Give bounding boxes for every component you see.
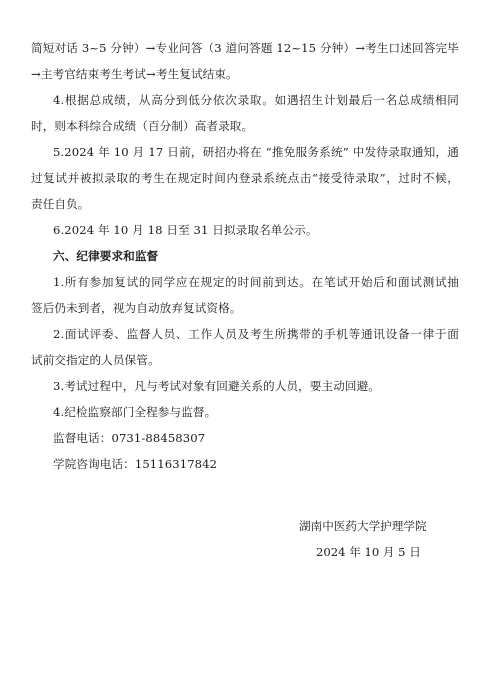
section-heading: 六、纪律要求和监督 — [53, 249, 159, 263]
body-line-1: 简短对话 3~5 分钟）→专业问答（3 道问答题 12~15 分钟）→考生口述回答完毕 — [31, 41, 459, 55]
body-line-6: 过复试并被拟录取的考生在规定时间内登录系统点击“接受待录取”，过时不候， — [31, 171, 459, 185]
body-line-10: 1.所有参加复试的同学应在规定的时间前到达。在笔试开始后和面试测试抽 — [53, 275, 459, 289]
college-consult-phone: 学院咨询电话：15116317842 — [53, 457, 218, 471]
body-line-7: 责任自负。 — [31, 197, 90, 211]
body-line-8: 6.2024 年 10 月 18 日至 31 日拟录取名单公示。 — [53, 223, 318, 237]
supervision-phone: 监督电话：0731-88458307 — [53, 431, 206, 445]
body-line-5: 5.2024 年 10 月 17 日前，研招办将在 “推免服务系统” 中发待录取通知，通 — [53, 145, 459, 159]
body-line-13: 试前交指定的人员保管。 — [31, 353, 160, 367]
body-line-15: 4.纪检监察部门全程参与监督。 — [53, 405, 217, 419]
body-line-3: 4.根据总成绩，从高分到低分依次录取。如遇招生计划最后一名总成绩相同 — [53, 93, 459, 107]
body-line-4: 时，则本科综合成绩（百分制）高者录取。 — [31, 119, 254, 133]
signature-organization: 湖南中医药大学护理学院 — [299, 519, 427, 533]
signature-date: 2024 年 10 月 5 日 — [316, 545, 421, 559]
body-line-12: 2.面试评委、监督人员、工作人员及考生所携带的手机等通讯设备一律于面 — [53, 327, 459, 341]
body-line-2: →主考官结束考生考试→考生复试结束。 — [31, 67, 238, 81]
body-line-14: 3.考试过程中，凡与考试对象有回避关系的人员，要主动回避。 — [53, 379, 380, 393]
body-line-11: 签后仍未到者，视为自动放弃复试资格。 — [31, 301, 242, 315]
